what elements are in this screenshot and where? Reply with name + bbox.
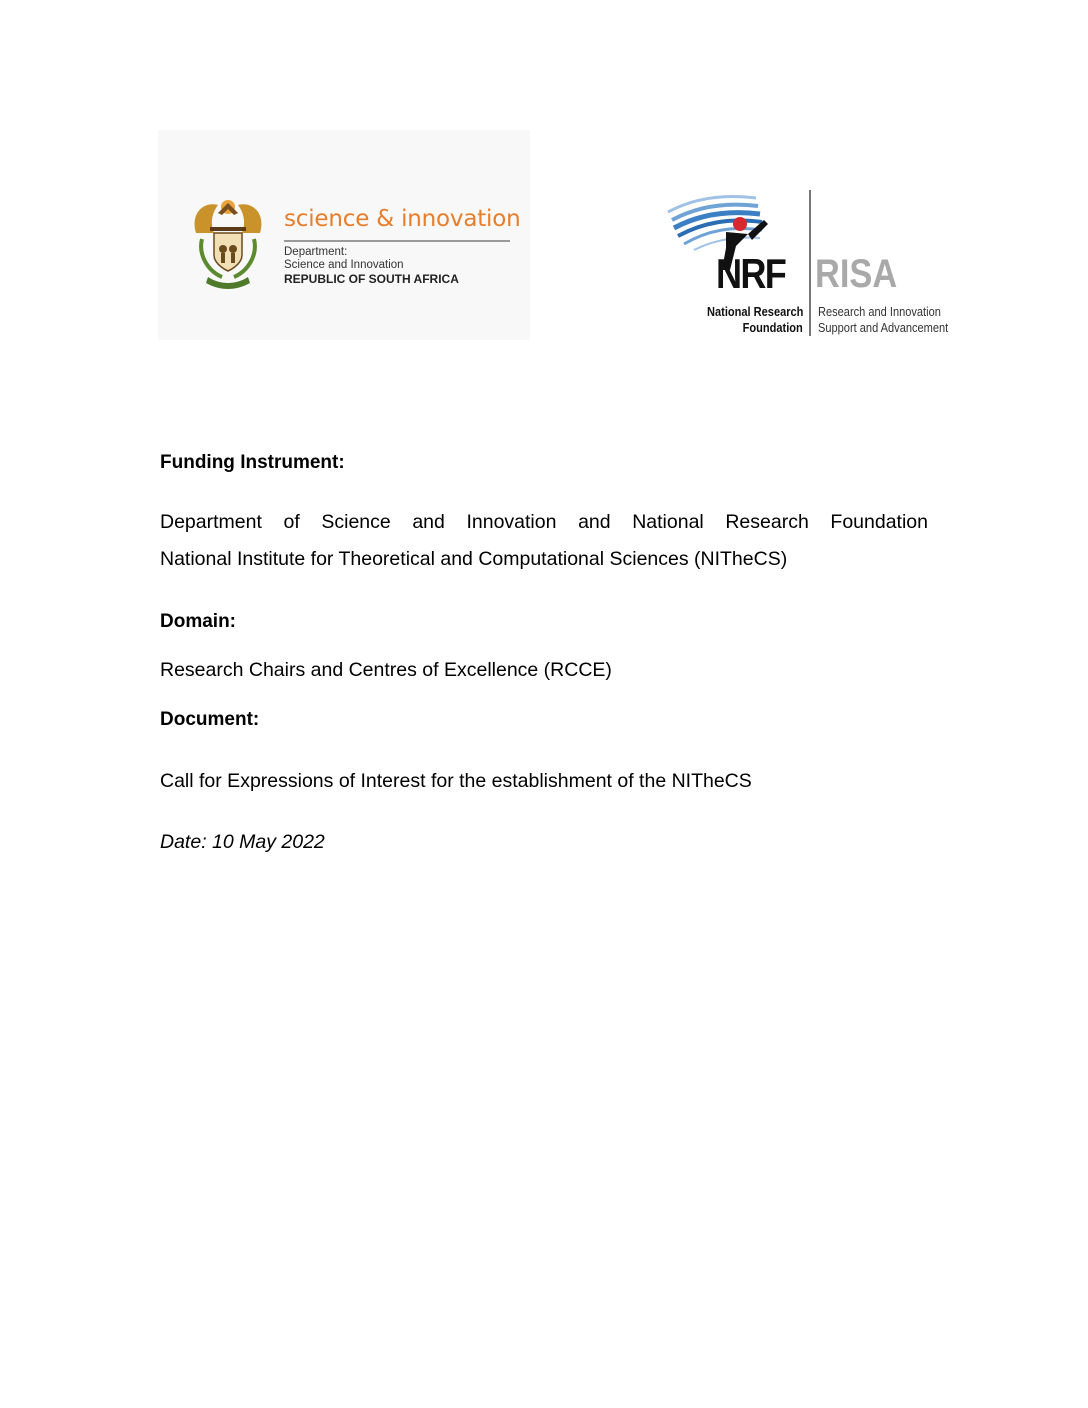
coat-of-arms-icon [188,193,268,290]
domain-text: Research Chairs and Centres of Excellence (RCCE) [160,659,612,681]
dsi-logo-divider [284,240,510,242]
funding-instrument-heading: Funding Instrument: [160,452,345,473]
risa-caption-line-2: Support and Advancement [818,320,949,335]
nrf-caption-line-2: Foundation [742,320,803,335]
nrf-risa-divider [809,190,811,336]
document-text: Call for Expressions of Interest for the establishment of the NITheCS [160,770,752,792]
nrf-caption-line-1: National Research [706,304,803,319]
nrf-wordmark: NRF [716,250,786,297]
nrf-risa-logo [664,184,954,344]
dsi-logo-line-2: Science and Innovation [284,259,404,271]
risa-wordmark: RISA [815,252,898,296]
document-heading: Document: [160,709,260,730]
domain-heading: Domain: [160,611,236,632]
document-date: Date: 10 May 2022 [160,831,325,853]
funding-instrument-line-1: Department of Science and Innovation and National Research Foundation [160,511,928,533]
dsi-logo-line-3: REPUBLIC OF SOUTH AFRICA [284,272,459,286]
dsi-logo-title: science & innovation [284,206,521,232]
dsi-logo-line-1: Department: [284,246,348,258]
risa-caption-line-1: Research and Innovation [818,304,941,319]
funding-instrument-line-2: National Institute for Theoretical and Computational Sciences (NITheCS) [160,548,788,570]
dsi-logo [158,130,530,340]
